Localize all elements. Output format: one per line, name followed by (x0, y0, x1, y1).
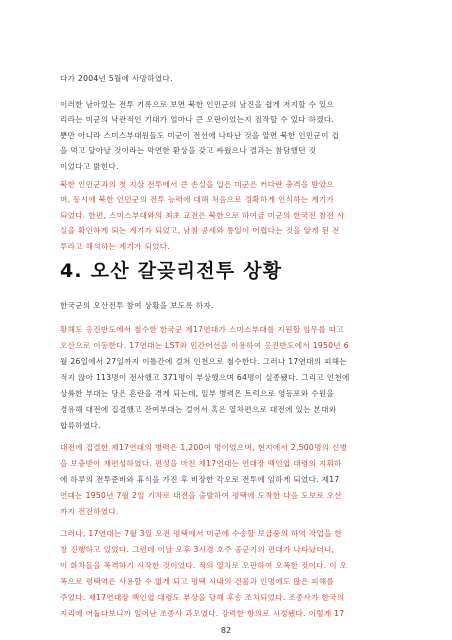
paragraph-6-line: 에 하루의 전투준비와 휴식을 가진 후 비장한 각오로 전투에 임하게 되었다. 제17 (60, 475, 340, 484)
page-number: 82 (220, 626, 232, 635)
paragraph-2-line: 뿐만 아니라 스미스부대원들도 미군이 전선에 나타난 것을 알면 북한 인민군이 겁 (60, 131, 340, 140)
paragraph-5-line: 적지 않아 113명이 전사했고 371명이 부상했으며 64명이 실종됐다. 그리고 인천에 (60, 373, 350, 382)
paragraph-3-line: 되었다. 한편, 스미스부대와의 최초 교전은 북한으로 하여금 미군의 한국전 참전 사 (60, 211, 345, 220)
paragraph-5-line: 상륙한 부대는 당은 혼란을 겪게 되는데, 일부 병력은 트럭으로 영등포와 수원을 (60, 389, 335, 398)
paragraph-6-line: 연대는 1950년 7월 2일 기차로 대전을 출발하여 평택에 도착한 다음 도보로 오산 (60, 491, 343, 500)
paragraph-6-line: 을 보충받아 재편성하였다. 편성을 마친 제17연대는 연대장 백인엽 대령의 지휘하 (60, 459, 342, 468)
paragraph-4-line: 한국군의 오산전투 참여 상황을 보도록 하자. (60, 301, 214, 310)
paragraph-2-line: 이었다고 밝힌다. (60, 162, 119, 171)
paragraph-5-line: 경유해 대전에 집결했고 잔여부대는 걸어서 혹은 열차편으로 대전에 있는 본대와 (60, 405, 337, 414)
paragraph-5-line: 황해도 옹진반도에서 철수한 한국군 제17연대가 스미스부대를 지원할 임무를 띠고 (60, 325, 344, 334)
paragraph-5-line: 합류하였다. (60, 421, 101, 430)
paragraph-7-line: 지리에 어둡다보니까 일어난 조종사 과오였다. 강력한 항의로 시정됐다. 이렇게 17 (60, 609, 345, 618)
paragraph-7-line: 이 화차들을 폭격하기 시작한 것이었다. 적의 열차로 오판하여 오폭한 것이다. 이 오 (60, 561, 348, 570)
section-heading: 4. 오산 갈곶리전투 상황 (60, 260, 283, 282)
paragraph-7-line: 주었다. 제17연대장 백인엽 대령도 부상을 당해 후송 조치되었다. 조종사가 한국의 (60, 593, 345, 602)
paragraph-3-line: 실을 확인하게 되는 계기가 되었고, 남침 공세와 통일이 어렵다는 것을 알게 된 전 (60, 226, 340, 235)
paragraph-6-line: 까지 전진하였다. (60, 507, 119, 516)
paragraph-7-line: 창 진행하고 있었다. 그런데 이날 오후 3시경 호주 공군기의 편대가 나타났더니, (60, 545, 335, 554)
paragraph-1-line: 다가 2004년 5월에 사망하였다. (60, 74, 173, 83)
paragraph-5-line: 월 26일에서 27일까지 이틀간에 걸쳐 인천으로 철수한다. 그러나 17연대의 피해는 (60, 357, 347, 366)
paragraph-7-line: 폭으로 평택역은 사용할 수 없게 되고 평택 시내의 건물과 인명에도 많은 피해를 (60, 577, 335, 586)
paragraph-3-line: 북한 인민군과의 첫 지상 전투에서 큰 손실을 입은 미군은 커다란 충격을 받았으 (60, 180, 335, 189)
paragraph-3-line: 투라고 해석하는 계기가 되었다. (60, 242, 171, 251)
paragraph-6-line: 대전에 집결한 제17연대의 병력은 1,200여 명이었으며, 현지에서 2,500명의 신병 (60, 443, 348, 452)
paragraph-2-line: 리라는 미군의 낙관적인 기대가 얼마나 큰 오판이었는지 짐작할 수 있다 하겠다. (60, 115, 335, 124)
paragraph-5-line: 오산으로 이동한다. 17연대는 LST와 민간어선을 이용하여 옹진반도에서 1950년 6 (60, 341, 349, 350)
paragraph-2-line: 을 먹고 달아날 것이라는 막연한 환상을 갖고 싸웠으나 결과는 참담했던 것 (60, 146, 317, 155)
paragraph-7-line: 그러나, 17연대는 7월 3일 오전 평택에서 미군에 수송할 보급품의 하역 작업을 한 (60, 529, 343, 538)
paragraph-2-line: 이러한 남아있는 전투 기록으로 보면 북한 인민군의 남진을 쉽게 저지할 수 있으 (60, 100, 335, 109)
paragraph-3-line: 며, 동시에 북한 인민군의 전투 능력에 대해 처음으로 정확하게 인식하는 계기가 (60, 195, 335, 204)
